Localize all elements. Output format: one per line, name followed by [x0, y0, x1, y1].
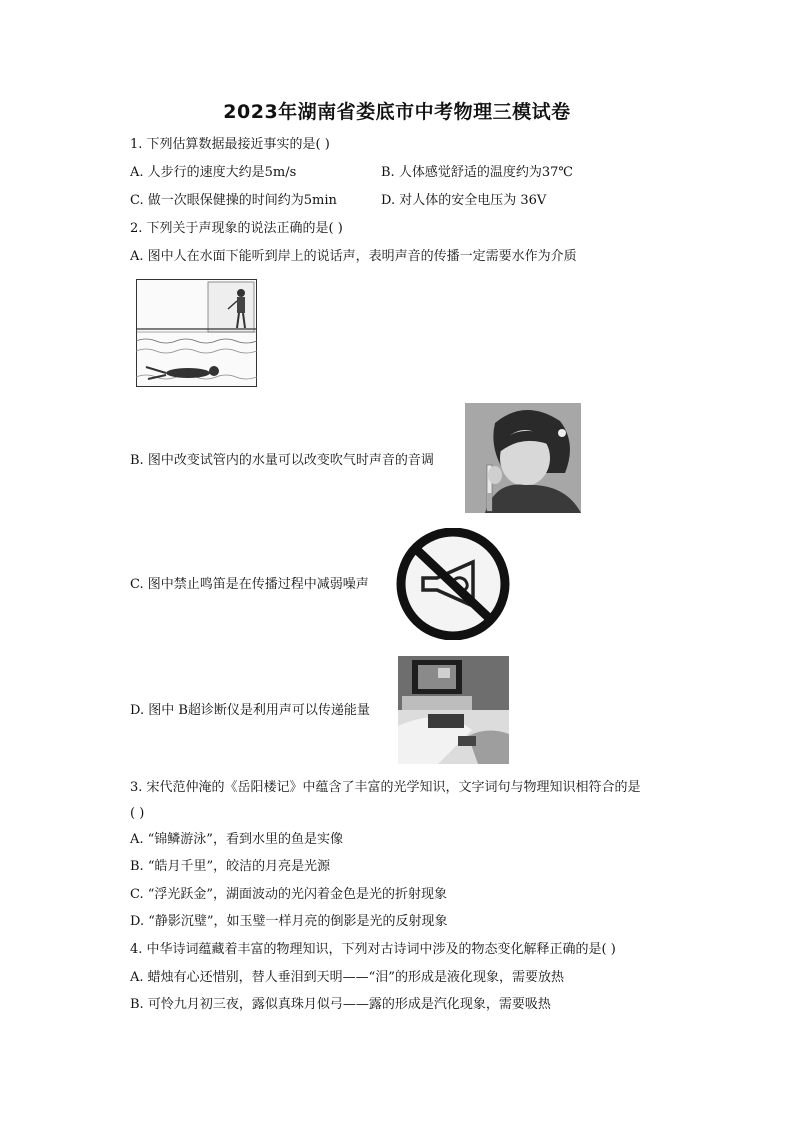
question-1-option-b: B. 人体感觉舒适的温度约为37℃	[381, 165, 573, 180]
question-2-option-c: C. 图中禁止鸣笛是在传播过程中减弱噪声	[130, 577, 369, 592]
page-title: 2023年湖南省娄底市中考物理三模试卷	[223, 101, 571, 123]
question-2-option-a: A. 图中人在水面下能听到岸上的说话声，表明声音的传播一定需要水作为介质	[130, 249, 577, 264]
question-3-option-c: C. “浮光跃金”，湖面波动的光闪着金色是光的折射现象	[130, 887, 448, 902]
question-1-option-c: C. 做一次眼保健操的时间约为5min	[130, 193, 337, 208]
question-1-option-a: A. 人步行的速度大约是5m/s	[130, 165, 297, 180]
question-1-option-d: D. 对人体的安全电压为 36V	[381, 193, 547, 208]
question-4-option-a: A. 蜡烛有心还惜别，替人垂泪到天明——“泪”的形成是液化现象，需要放热	[130, 970, 564, 985]
question-4-stem: 4. 中华诗词蕴藏着丰富的物理知识，下列对古诗词中涉及的物态变化解释正确的是( )	[130, 942, 616, 957]
question-3-option-d: D. “静影沉璧”，如玉璧一样月亮的倒影是光的反射现象	[130, 914, 448, 929]
question-2-option-b: B. 图中改变试管内的水量可以改变吹气时声音的音调	[130, 453, 434, 468]
girl-blowing-test-tube-photo	[465, 403, 581, 513]
question-3-option-b: B. “皓月千里”，皎洁的月亮是光源	[130, 859, 331, 874]
question-3-stem-line-2: ( )	[130, 806, 145, 821]
question-4-option-b: B. 可怜九月初三夜，露似真珠月似弓——露的形成是汽化现象，需要吸热	[130, 997, 551, 1012]
question-3-stem-line-1: 3. 宋代范仲淹的《岳阳楼记》中蕴含了丰富的光学知识，文字词句与物理知识相符合的是	[130, 780, 641, 795]
question-1-stem: 1. 下列估算数据最接近事实的是( )	[130, 137, 330, 152]
b-ultrasound-photo	[398, 656, 509, 764]
question-3-option-a: A. “锦鳞游泳”，看到水里的鱼是实像	[130, 832, 343, 847]
swimmer-illustration	[136, 279, 257, 387]
question-2-option-d: D. 图中 B超诊断仪是利用声可以传递能量	[130, 703, 370, 718]
no-honking-sign	[395, 528, 511, 640]
question-2-stem: 2. 下列关于声现象的说法正确的是( )	[130, 221, 343, 236]
